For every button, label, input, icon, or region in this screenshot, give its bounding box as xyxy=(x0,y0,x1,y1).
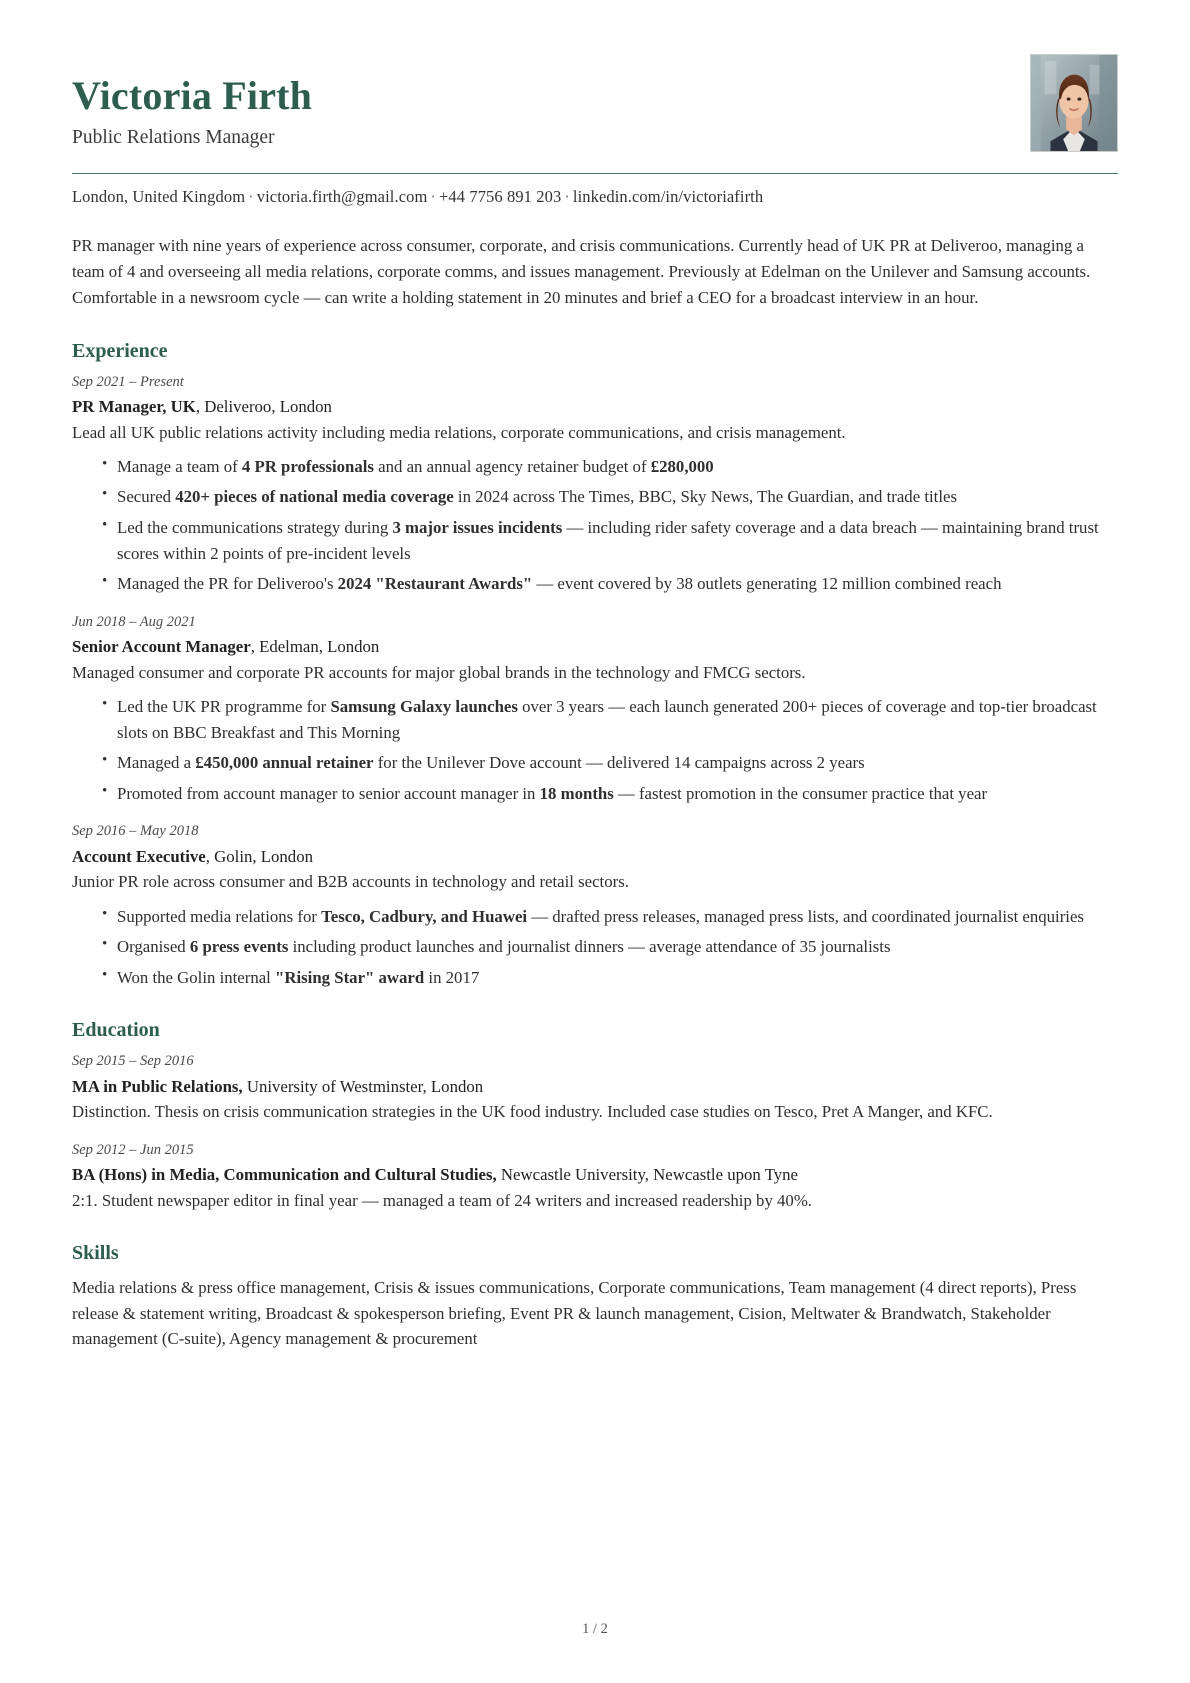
list-item: • Managed a £450,000 annual retainer for the Unilever Dove account — delivered 14 campaigns across 2 years xyxy=(102,750,1118,776)
entry-date: Sep 2021 – Present xyxy=(72,373,184,390)
avatar xyxy=(1030,54,1118,152)
entry-role-org: Account Executive, Golin, London xyxy=(72,846,313,866)
list-item: • Managed the PR for Deliveroo's 2024 "Restaurant Awards" — event covered by 38 outlets generating 12 million combined reach xyxy=(102,571,1118,597)
entry-description: Managed consumer and corporate PR accounts for major global brands in the technology and FMCG sectors. xyxy=(72,662,806,682)
entry-role-org: PR Manager, UK, Deliveroo, London xyxy=(72,397,332,417)
list-item: • Organised 6 press events including product launches and journalist dinners — average attendance of 35 journalists xyxy=(102,934,1118,960)
contact-email[interactable]: victoria.firth@gmail.com xyxy=(256,187,428,206)
entry-degree-org: BA (Hons) in Media, Communication and Cultural Studies, Newcastle University, Newcastle upon Tyne xyxy=(72,1165,799,1185)
section-title-education: Education xyxy=(72,1019,160,1042)
list-item: • Won the Golin internal "Rising Star" award in 2017 xyxy=(102,965,1118,991)
contact-separator-3: · xyxy=(564,187,570,206)
contact-linkedin[interactable]: linkedin.com/in/victoriafirth xyxy=(572,187,764,206)
list-item: • Supported media relations for Tesco, Cadbury, and Huawei — drafted press releases, managed press lists, and coordinated journalist enquiries xyxy=(102,904,1118,930)
education-entry xyxy=(72,1141,1118,1213)
entry-description: Distinction. Thesis on crisis communication strategies in the UK food industry. Included case studies on Tesco, Pret A Manger, and KFC. xyxy=(72,1102,993,1122)
experience-entries xyxy=(72,373,1118,991)
section-title-skills: Skills xyxy=(72,1241,119,1264)
experience-entry xyxy=(72,373,1118,597)
entry-role-org: Senior Account Manager, Edelman, London xyxy=(72,637,380,657)
experience-entry xyxy=(72,822,1118,990)
section-education xyxy=(72,1018,1118,1213)
contact-location: London, United Kingdom xyxy=(72,187,246,206)
contact-line xyxy=(72,186,1118,207)
entry-date: Sep 2016 – May 2018 xyxy=(72,823,199,840)
section-experience xyxy=(72,339,1118,991)
entry-description: 2:1. Student newspaper editor in final year — managed a team of 24 writers and increased readership by 40%. xyxy=(72,1190,812,1210)
page-number: 1 / 2 xyxy=(582,1621,608,1637)
entry-bullet-list xyxy=(72,904,1118,991)
entry-bullet-list xyxy=(72,454,1118,597)
entry-degree-org: MA in Public Relations, University of Westminster, London xyxy=(72,1076,484,1096)
entry-date: Sep 2012 – Jun 2015 xyxy=(72,1141,194,1158)
entry-date: Sep 2015 – Sep 2016 xyxy=(72,1053,194,1070)
education-entry xyxy=(72,1052,1118,1124)
page-title: Victoria Firth xyxy=(72,73,313,118)
contact-separator-1: · xyxy=(248,187,254,206)
section-title-experience: Experience xyxy=(72,339,168,362)
list-item: • Promoted from account manager to senior account manager in 18 months — fastest promotion in the consumer practice that year xyxy=(102,781,1118,807)
entry-description: Junior PR role across consumer and B2B accounts in technology and retail sectors. xyxy=(72,872,629,892)
header-divider xyxy=(72,173,1118,174)
contact-separator-2: · xyxy=(430,187,437,206)
job-title-subtitle: Public Relations Manager xyxy=(72,126,275,148)
education-entries xyxy=(72,1052,1118,1213)
experience-entry xyxy=(72,613,1118,807)
header-text-block xyxy=(72,56,312,149)
list-item: • Led the UK PR programme for Samsung Galaxy launches over 3 years — each launch generated 200+ pieces of coverage and top-tier broadcast slots on BBC Breakfast and This Morning xyxy=(102,694,1118,745)
list-item: • Manage a team of 4 PR professionals and an annual agency retainer budget of £280,000 xyxy=(102,454,1118,480)
list-item: • Secured 420+ pieces of national media coverage in 2024 across The Times, BBC, Sky News, The Guardian, and trade titles xyxy=(102,484,1118,510)
entry-date: Jun 2018 – Aug 2021 xyxy=(72,613,196,630)
entry-description: Lead all UK public relations activity including media relations, corporate communications, and crisis management. xyxy=(72,422,846,442)
section-skills xyxy=(72,1241,1118,1352)
page-footer xyxy=(0,1621,1190,1638)
summary-paragraph: PR manager with nine years of experience across consumer, corporate, and crisis communications. Currently head of UK PR at Deliveroo, managing a team of 4 and overseeing all media relations, corporate comms, and issues management. Previously at Edelman on the Unilever and Samsung accounts. Comfortable in a newsroom cycle — can write a holding statement in 20 minutes and brief a CEO for a broadcast interview in an hour. xyxy=(72,236,1091,307)
portrait-photo-icon xyxy=(1031,55,1117,151)
contact-phone[interactable]: +44 7756 891 203 xyxy=(439,187,562,206)
skills-body: Media relations & press office management, Crisis & issues communications, Corporate communications, Team management (4 direct reports), Press release & statement writing, Broadcast & spokesperson briefing, Event PR & launch management, Cision, Meltwater & Brandwatch, Stakeholder management (C-suite), Agency management & procurement xyxy=(72,1277,1077,1349)
resume-header xyxy=(72,56,1118,152)
list-item: • Led the communications strategy during 3 major issues incidents — including rider safety coverage and a data breach — maintaining brand trust scores within 2 points of pre-incident levels xyxy=(102,515,1118,566)
entry-bullet-list xyxy=(72,694,1118,806)
